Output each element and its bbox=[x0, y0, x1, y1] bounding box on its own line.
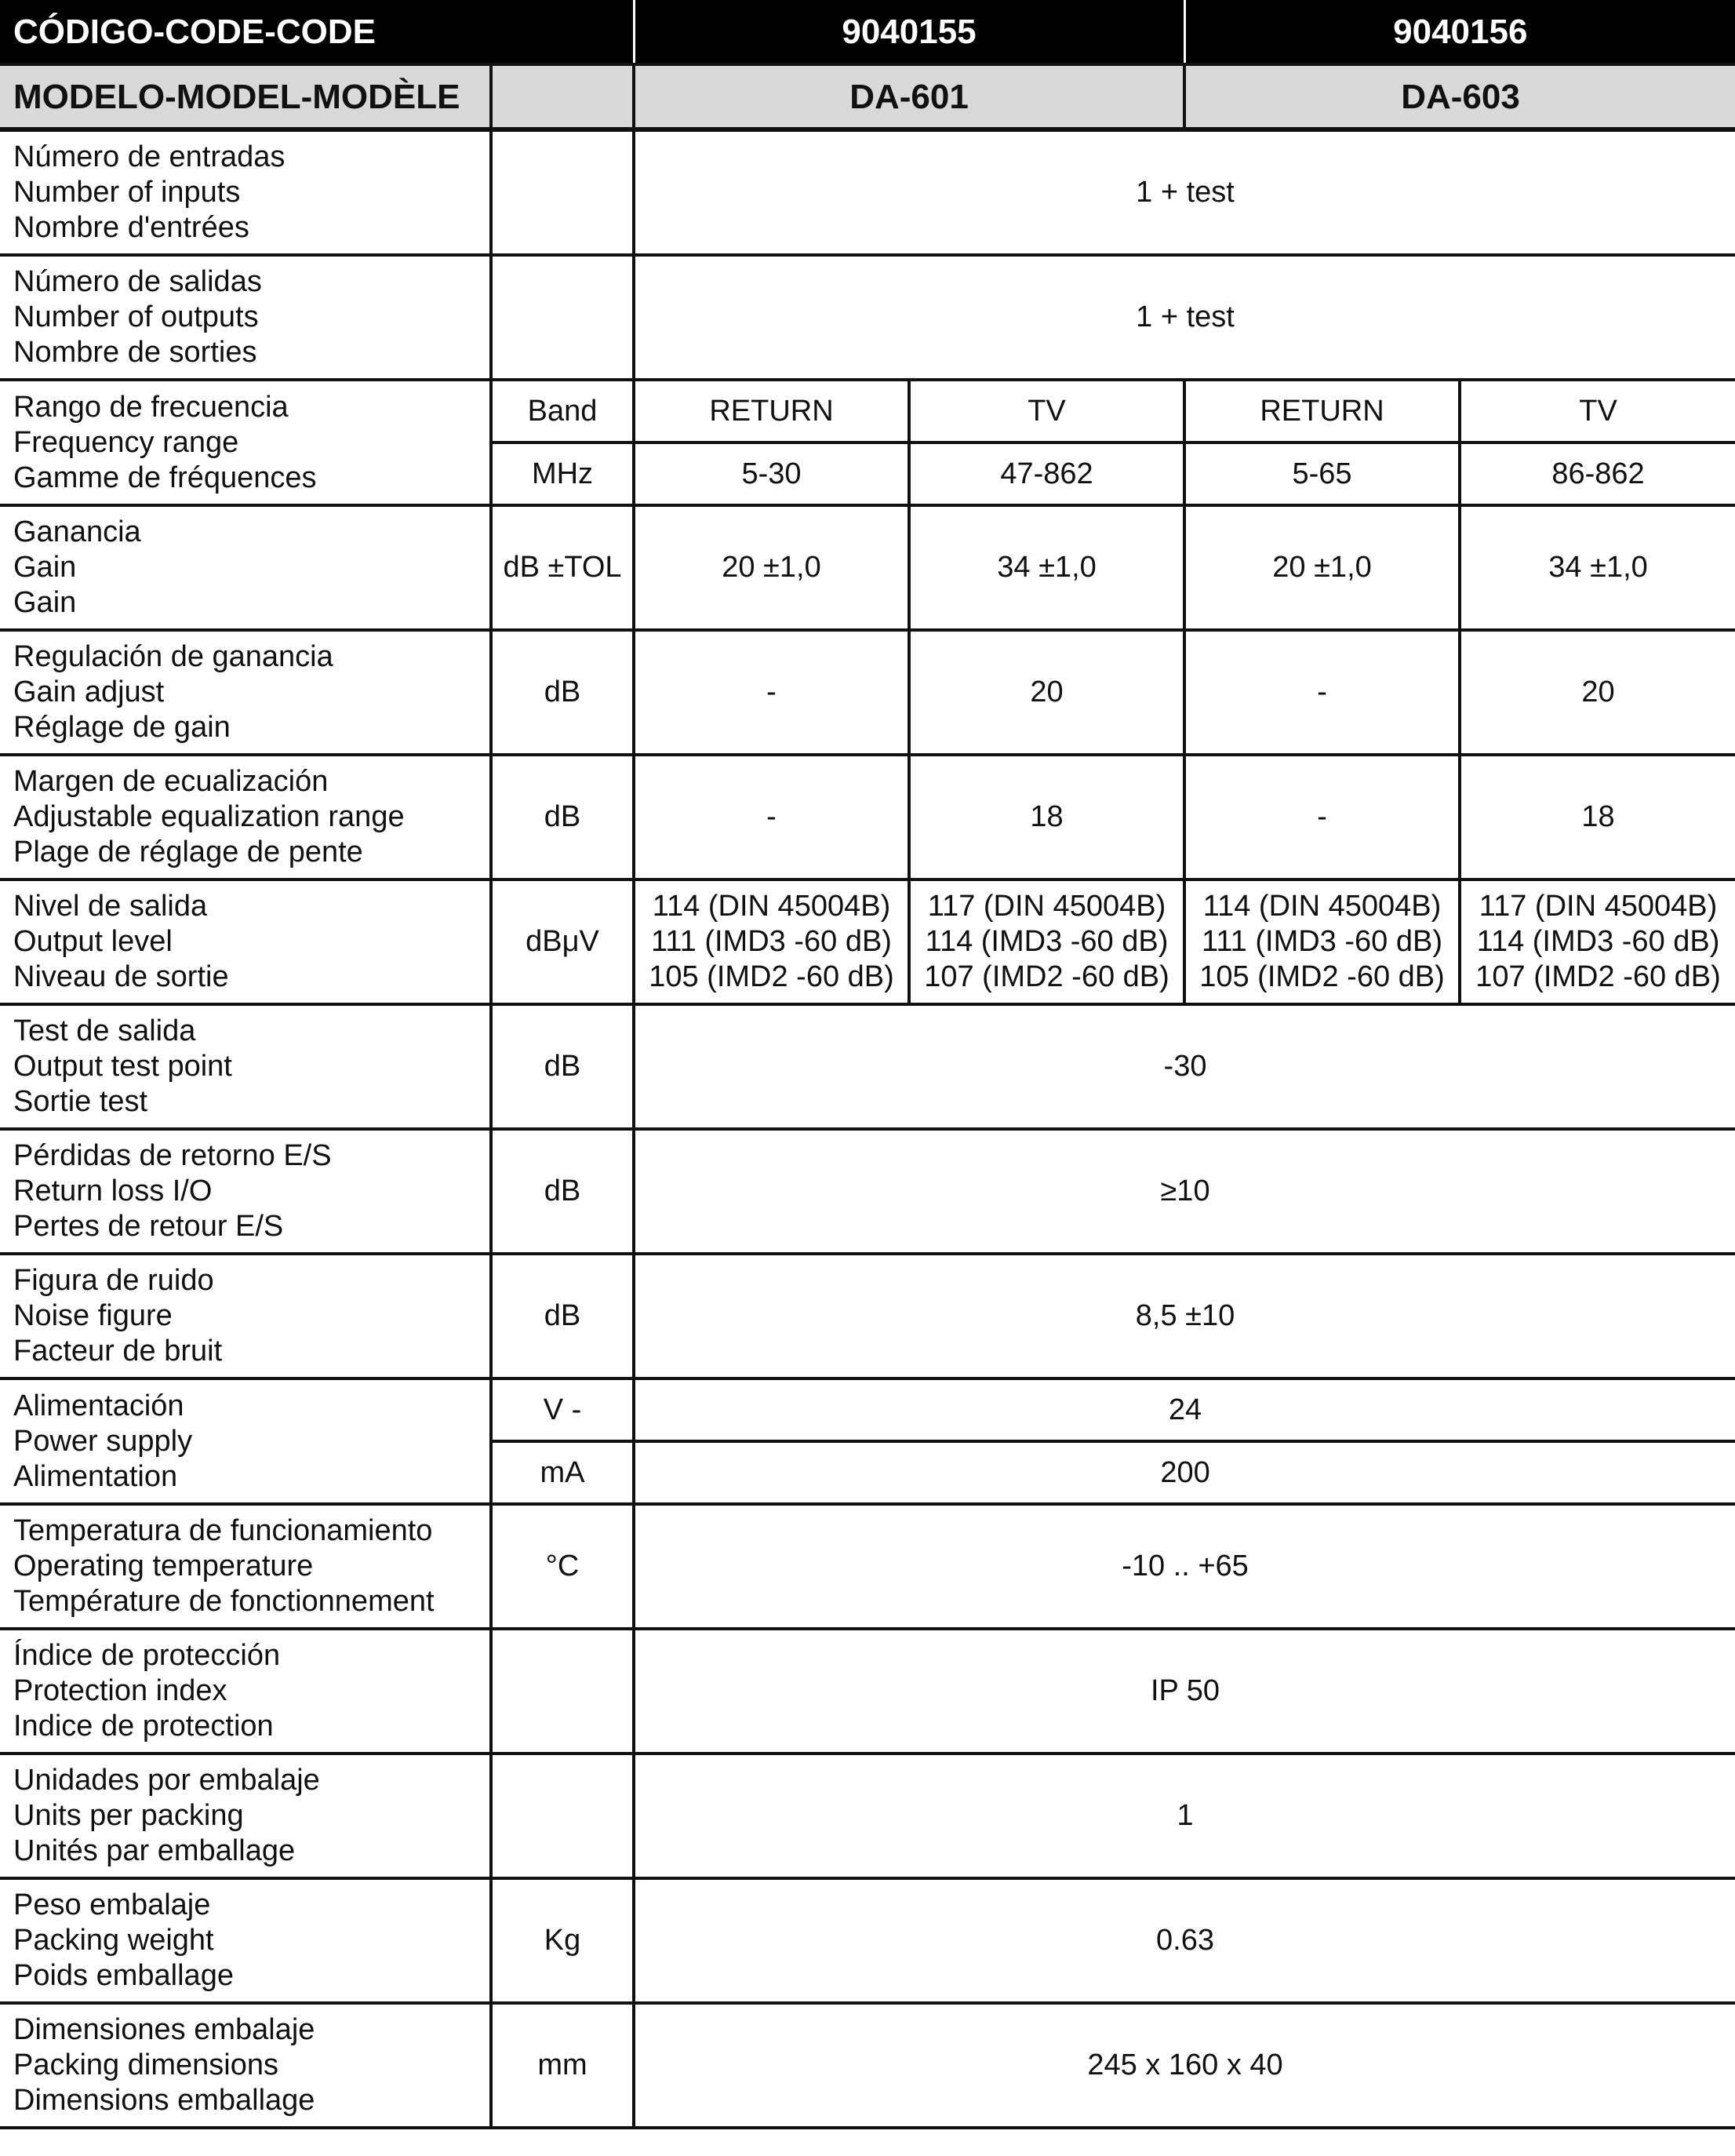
unit-cell: Band bbox=[491, 380, 634, 442]
unit-cell bbox=[491, 129, 634, 255]
value-cell: 114 (DIN 45004B) 111 (IMD3 -60 dB) 105 (IMD2 -60 dB) bbox=[1184, 880, 1460, 1004]
row-label: Margen de ecualización Adjustable equalization range Plage de réglage de pente bbox=[0, 755, 491, 880]
row-power-voltage bbox=[0, 1378, 1735, 1441]
unit-cell: dB bbox=[491, 1129, 634, 1254]
model-unit-cell bbox=[491, 64, 634, 129]
value-cell: 1 bbox=[634, 1754, 1735, 1878]
value-cell: 34 ±1,0 bbox=[1460, 505, 1735, 630]
row-packing-weight bbox=[0, 1878, 1735, 2003]
row-gain-adjust bbox=[0, 630, 1735, 755]
row-inputs bbox=[0, 129, 1735, 255]
row-packing-dimensions bbox=[0, 2003, 1735, 2128]
unit-cell bbox=[491, 255, 634, 380]
row-label: Figura de ruido Noise figure Facteur de bruit bbox=[0, 1254, 491, 1378]
band-cell: TV bbox=[909, 380, 1184, 442]
row-label: Unidades por embalaje Units per packing Unités par emballage bbox=[0, 1754, 491, 1878]
row-protection bbox=[0, 1629, 1735, 1754]
row-label: Pérdidas de retorno E/S Return loss I/O Pertes de retour E/S bbox=[0, 1129, 491, 1254]
unit-cell: mA bbox=[491, 1441, 634, 1504]
range-cell: 86-862 bbox=[1460, 442, 1735, 505]
row-output-level bbox=[0, 880, 1735, 1004]
value-cell: 18 bbox=[1460, 755, 1735, 880]
value-cell: 24 bbox=[634, 1378, 1735, 1441]
model-header-row bbox=[0, 64, 1735, 129]
value-cell: 0.63 bbox=[634, 1878, 1735, 2003]
row-label: Peso embalaje Packing weight Poids emballage bbox=[0, 1878, 491, 2003]
code-label: CÓDIGO-CODE-CODE bbox=[0, 0, 634, 64]
value-cell: 20 ±1,0 bbox=[1184, 505, 1460, 630]
value-cell: - bbox=[1184, 630, 1460, 755]
unit-cell: mm bbox=[491, 2003, 634, 2128]
unit-cell: MHz bbox=[491, 442, 634, 505]
value-cell: - bbox=[634, 755, 909, 880]
row-noise-figure bbox=[0, 1254, 1735, 1378]
value-cell: IP 50 bbox=[634, 1629, 1735, 1754]
row-label: Rango de frecuencia Frequency range Gamme de fréquences bbox=[0, 380, 491, 505]
value-cell: 1 + test bbox=[634, 129, 1735, 255]
row-label: Dimensiones embalaje Packing dimensions Dimensions emballage bbox=[0, 2003, 491, 2128]
unit-cell: °C bbox=[491, 1504, 634, 1629]
range-cell: 47-862 bbox=[909, 442, 1184, 505]
unit-cell: dB bbox=[491, 1004, 634, 1129]
unit-cell bbox=[491, 1629, 634, 1754]
model-da-601: DA-601 bbox=[634, 64, 1184, 129]
row-frequency-band bbox=[0, 380, 1735, 442]
unit-cell: V - bbox=[491, 1378, 634, 1441]
row-label: Temperatura de funcionamiento Operating temperature Température de fonctionnement bbox=[0, 1504, 491, 1629]
unit-cell: dB bbox=[491, 630, 634, 755]
row-gain bbox=[0, 505, 1735, 630]
value-cell: - bbox=[634, 630, 909, 755]
value-cell: 34 ±1,0 bbox=[909, 505, 1184, 630]
range-cell: 5-30 bbox=[634, 442, 909, 505]
row-label: Nivel de salida Output level Niveau de sortie bbox=[0, 880, 491, 1004]
row-label: Número de salidas Number of outputs Nombre de sorties bbox=[0, 255, 491, 380]
code-header-row bbox=[0, 0, 1735, 64]
unit-cell: dB ±TOL bbox=[491, 505, 634, 630]
row-units-packing bbox=[0, 1754, 1735, 1878]
row-temperature bbox=[0, 1504, 1735, 1629]
band-cell: RETURN bbox=[634, 380, 909, 442]
value-cell: 200 bbox=[634, 1441, 1735, 1504]
row-label: Test de salida Output test point Sortie test bbox=[0, 1004, 491, 1129]
range-cell: 5-65 bbox=[1184, 442, 1460, 505]
value-cell: -10 .. +65 bbox=[634, 1504, 1735, 1629]
row-outputs bbox=[0, 255, 1735, 380]
band-cell: TV bbox=[1460, 380, 1735, 442]
value-cell: 18 bbox=[909, 755, 1184, 880]
unit-cell bbox=[491, 1754, 634, 1878]
row-equalization bbox=[0, 755, 1735, 880]
row-label: Alimentación Power supply Alimentation bbox=[0, 1378, 491, 1504]
value-cell: 20 bbox=[1460, 630, 1735, 755]
value-cell: ≥10 bbox=[634, 1129, 1735, 1254]
row-label: Regulación de ganancia Gain adjust Réglage de gain bbox=[0, 630, 491, 755]
band-cell: RETURN bbox=[1184, 380, 1460, 442]
value-cell: 1 + test bbox=[634, 255, 1735, 380]
code-9040156: 9040156 bbox=[1184, 0, 1735, 64]
model-da-603: DA-603 bbox=[1184, 64, 1735, 129]
row-label: Número de entradas Number of inputs Nombre d'entrées bbox=[0, 129, 491, 255]
unit-cell: dBμV bbox=[491, 880, 634, 1004]
value-cell: 8,5 ±10 bbox=[634, 1254, 1735, 1378]
value-cell: -30 bbox=[634, 1004, 1735, 1129]
value-cell: 20 bbox=[909, 630, 1184, 755]
row-label: Índice de protección Protection index Indice de protection bbox=[0, 1629, 491, 1754]
unit-cell: dB bbox=[491, 1254, 634, 1378]
model-label: MODELO-MODEL-MODÈLE bbox=[0, 64, 491, 129]
unit-cell: dB bbox=[491, 755, 634, 880]
row-label: Ganancia Gain Gain bbox=[0, 505, 491, 630]
row-return-loss bbox=[0, 1129, 1735, 1254]
value-cell: - bbox=[1184, 755, 1460, 880]
value-cell: 245 x 160 x 40 bbox=[634, 2003, 1735, 2128]
value-cell: 20 ±1,0 bbox=[634, 505, 909, 630]
value-cell: 114 (DIN 45004B) 111 (IMD3 -60 dB) 105 (IMD2 -60 dB) bbox=[634, 880, 909, 1004]
code-9040155: 9040155 bbox=[634, 0, 1184, 64]
value-cell: 117 (DIN 45004B) 114 (IMD3 -60 dB) 107 (IMD2 -60 dB) bbox=[909, 880, 1184, 1004]
value-cell: 117 (DIN 45004B) 114 (IMD3 -60 dB) 107 (IMD2 -60 dB) bbox=[1460, 880, 1735, 1004]
row-test-point bbox=[0, 1004, 1735, 1129]
unit-cell: Kg bbox=[491, 1878, 634, 2003]
